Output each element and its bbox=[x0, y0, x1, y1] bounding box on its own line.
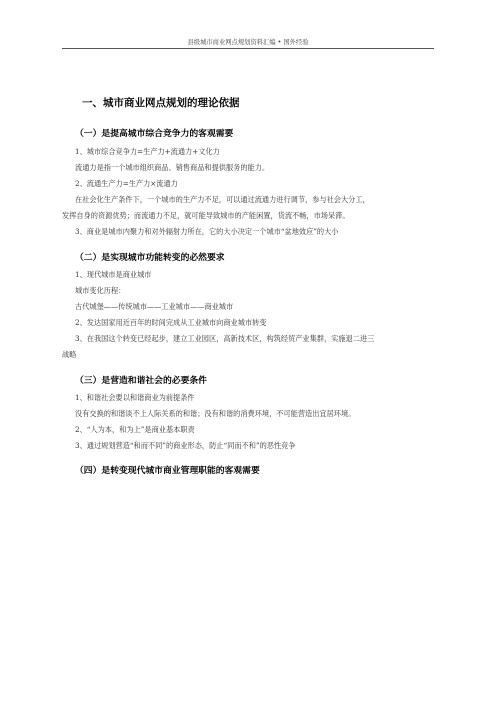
section-3-line-4: 3、通过规划营造“和而不同”的商业形态，防止“同而不和”的恶性竞争 bbox=[75, 441, 296, 450]
section-2-line-4: 2、发达国家用近百年的时间完成从工业城市向商业城市转变 bbox=[75, 318, 267, 327]
section-2-line-1: 1、现代城市是商业城市 bbox=[75, 270, 152, 279]
section-2-line-3: 古代城堡——传统城市——工业城市——商业城市 bbox=[75, 302, 234, 311]
section-2-line-5: 3、在我国这个转变已经起步，建立工业园区，高新技术区，构筑经贸产业集群，实施退二进三 bbox=[75, 334, 375, 343]
main-heading: 一、城市商业网点规划的理论依据 bbox=[82, 97, 240, 109]
section-4-title: （四）是转变现代城市商业管理职能的客观需要 bbox=[75, 466, 260, 476]
section-3-line-1: 1、和谐社会要以和谐商业为前提条件 bbox=[75, 393, 195, 402]
section-3-title: （三）是营造和谐社会的必要条件 bbox=[75, 376, 207, 386]
header-divider bbox=[62, 48, 434, 49]
section-1-line-2: 流通力是指一个城市组织商品、销售商品和提供服务的能力。 bbox=[75, 163, 270, 172]
section-3-line-3: 2、“人为本，和为上”是商业基本职责 bbox=[75, 425, 195, 434]
section-2-title: （二）是实现城市功能转变的必然要求 bbox=[75, 253, 225, 263]
section-1-title: （一）是提高城市综合竞争力的客观需要 bbox=[75, 129, 234, 139]
section-1-line-6: 3、商业是城市内聚力和对外辐射力所在，它的大小决定一个城市“盆地效应”的大小 bbox=[75, 227, 339, 236]
section-3-line-2: 没有交换的和谐谈不上人际关系的和谐；没有和谐的消费环境，不可能营造出宜居环境。 bbox=[75, 409, 356, 418]
section-1-line-1: 1、城市综合竞争力=生产力+流通力+文化力 bbox=[75, 147, 220, 156]
section-1-line-5: 发挥自身的资源优势；而流通力不足，就可能导致城市的产能闲置，货流不畅，市场呆滞。 bbox=[62, 211, 350, 220]
section-2-line-2: 城市变化历程： bbox=[75, 286, 126, 295]
section-1-line-3: 2、流通生产力=生产力×流通力 bbox=[75, 179, 178, 188]
section-2-line-6: 战略 bbox=[62, 350, 77, 359]
page-header: 县级城市商业网点规划资料汇编 • 国外经验 bbox=[187, 39, 309, 46]
section-1-line-4: 在社会化生产条件下，一个城市的生产力不足，可以通过流通力进行调节，参与社会大分工， bbox=[75, 195, 370, 204]
